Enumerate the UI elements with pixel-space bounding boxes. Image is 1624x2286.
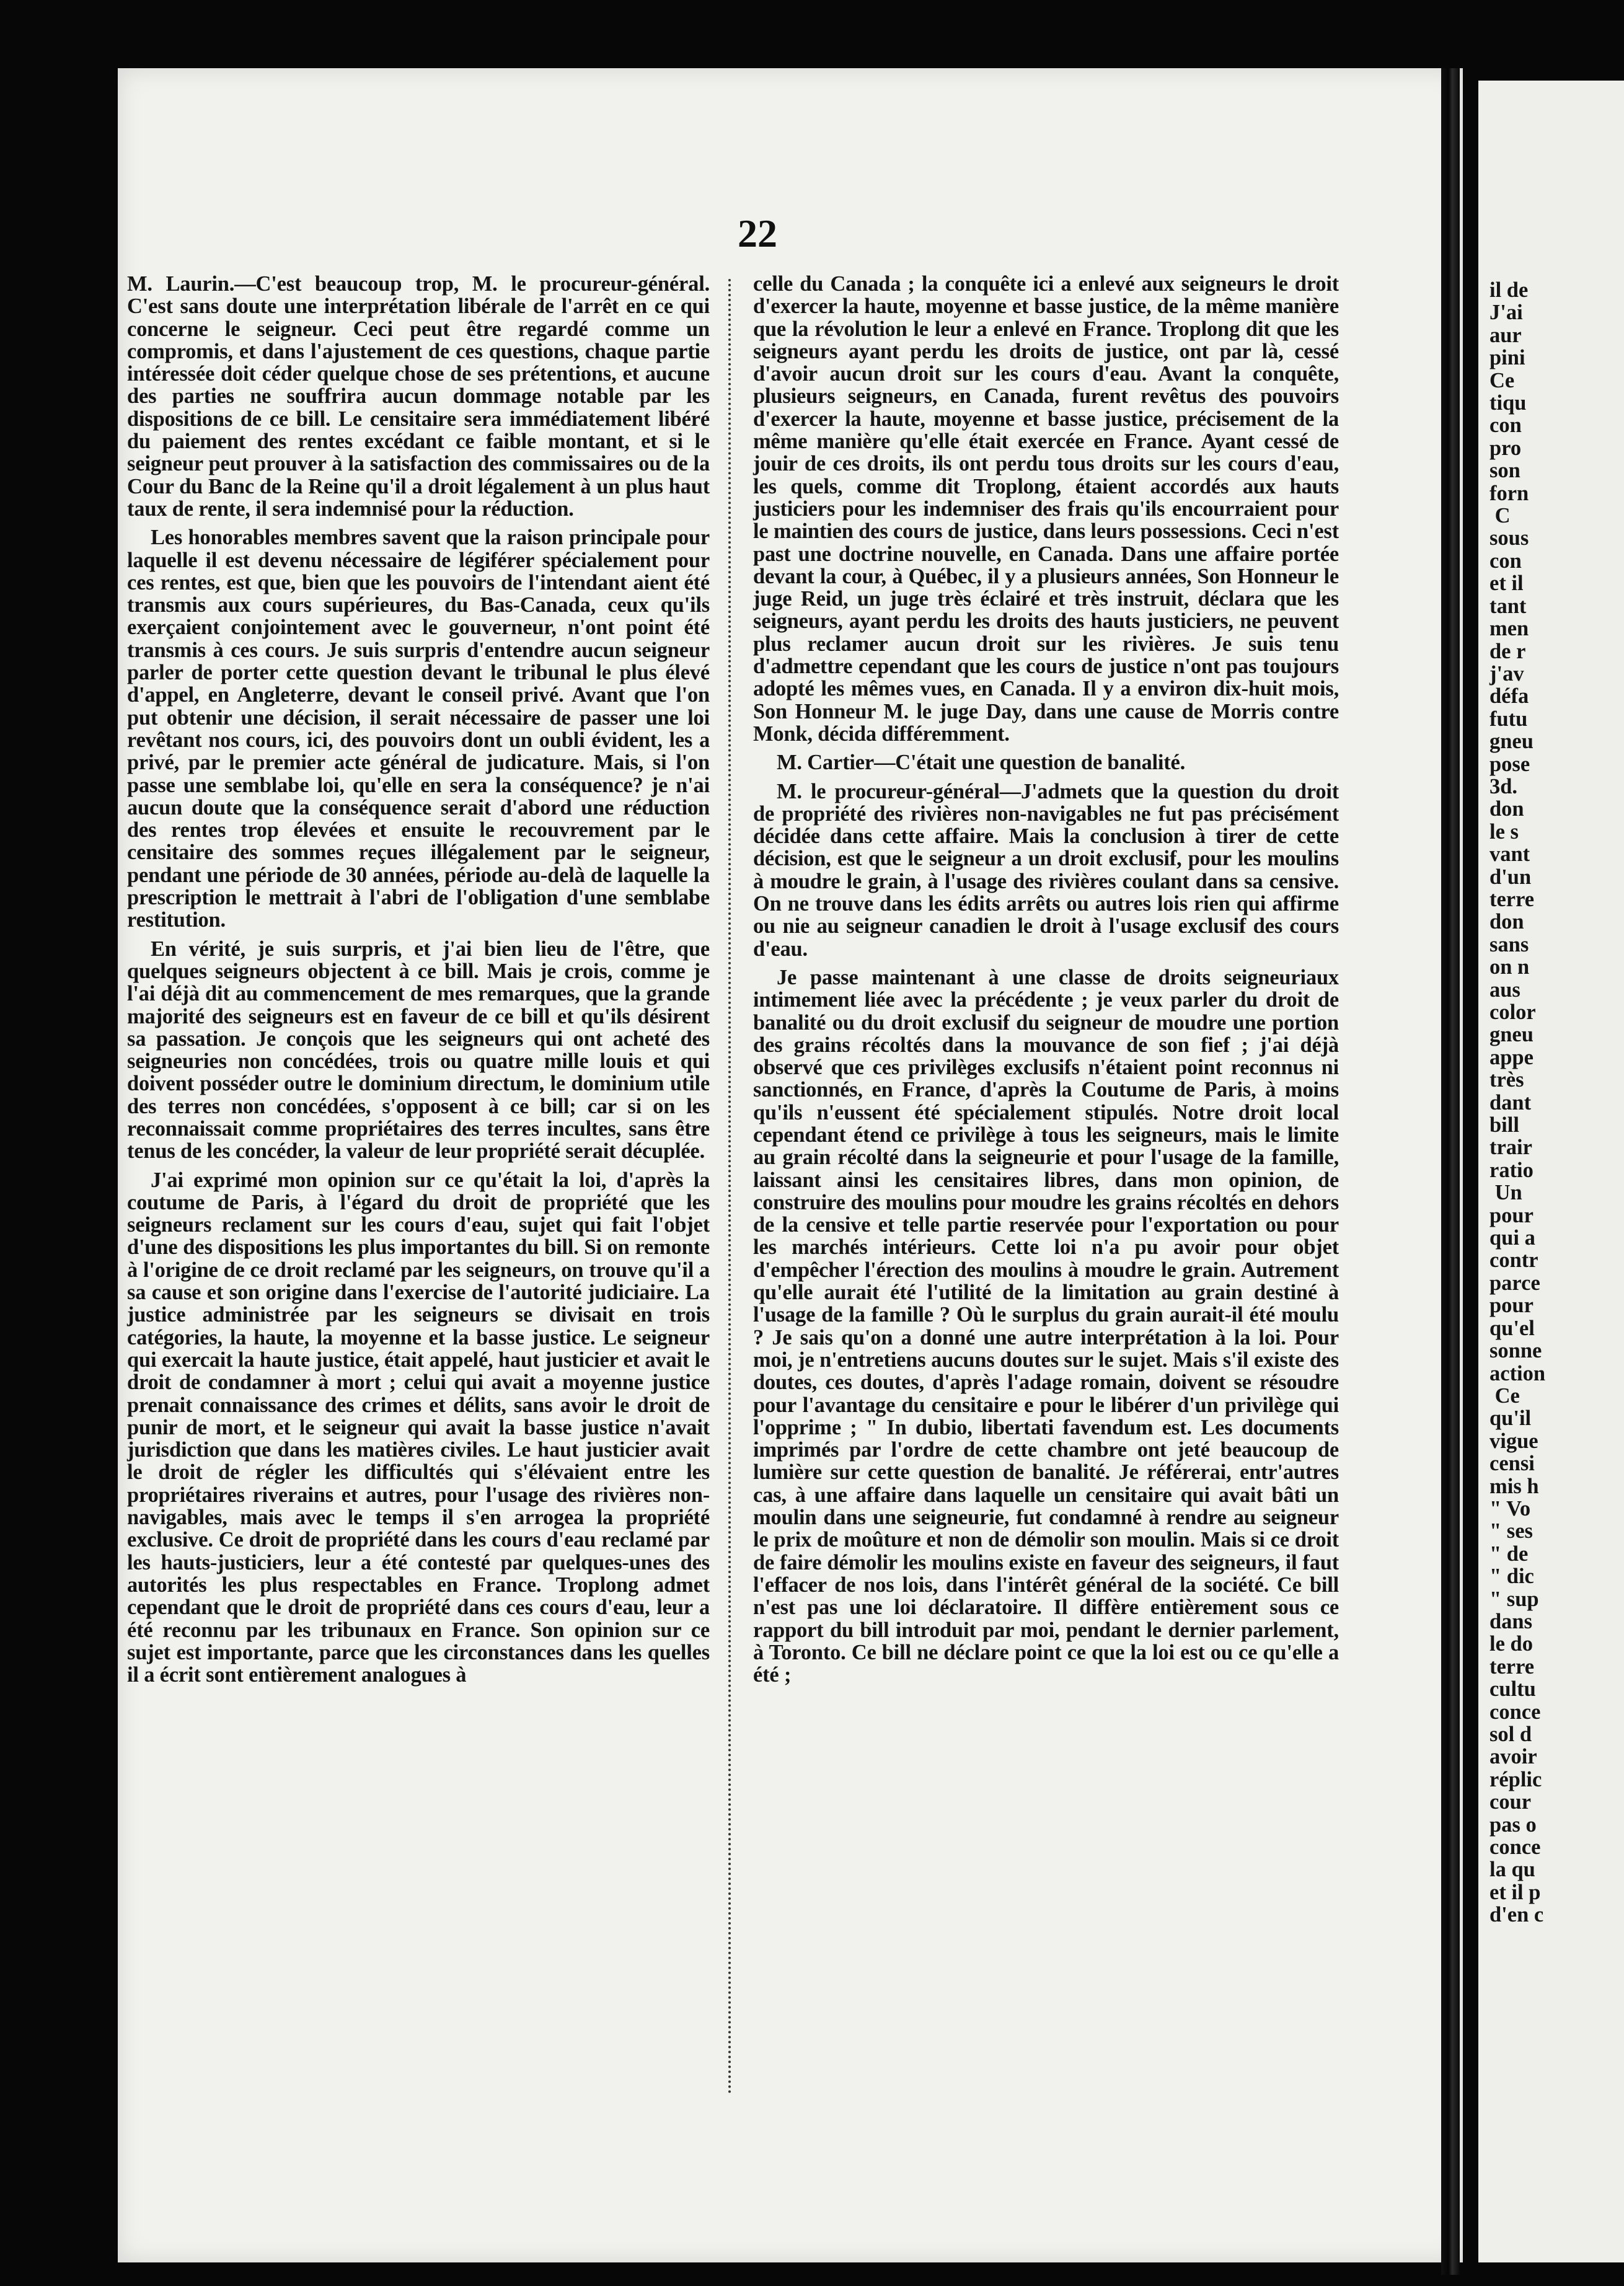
- paragraph: M. le procureur-général—J'admets que la question du droit de propriété des rivières non-navigables ne fut pas précisément décidée dans cette affaire. Mais la conclusion à tirer de cette décision, est que le seigneur a un droit exclusif, pour les moulins à moudre le grain, à l'usage des rivières coulant dans sa censive. On ne trouve dans les édits arrêts ou autres lois rien qui affirme ou nie au seigneur canadien le droit à l'usage exclusif des cours d'eau.: [753, 779, 1339, 961]
- paragraph: M. Laurin.—C'est beaucoup trop, M. le procureur-général. C'est sans doute une interprétation libérale de l'arrêt en ce qui concerne le seigneur. Ceci peut être regardé comme un compromis, et dans l'ajustement de ces questions, chaque partie intéressée doit céder quelque chose de ses prétentions, et aucune des parties ne souffrira aucun dommage notable par les dispositions de ce bill. Le censitaire sera immédiatement libéré du paiement des rentes excédant ce faible montant, et si le seigneur peut prouver à la satisfaction des commissaires ou de la Cour du Banc de la Reine qu'il a droit légalement à un plus haut taux de rente, il sera indemnisé pour la réduction.: [127, 272, 710, 521]
- right-column: [753, 273, 1339, 1692]
- book-binding: [1441, 68, 1460, 2275]
- paragraph: Je passe maintenant à une classe de droits seigneuriaux intimement liée avec la précédente ; je veux parler du droit de banalité ou du droit exclusif du seigneur de moudre une portion des grains récoltés dans la mouvance de son fief ; j'ai déjà observé que ces privilèges exclusifs n'étaient point reconnus ni sanctionnés, en France, d'après la Coutume de Paris, à moins qu'ils n'eussent été spécialement stipulés. Notre droit local cependant étend ce privilège à tous les seigneurs, mais le limite au grain récolté dans la seigneurie et pour l'usage de la famille, laissant ainsi les censitaires libres, dans mon opinion, de construire des moulins pour moudre les grains récoltés en dehors de la censive et telle partie reservée pour l'exportation ou pour les marchés intérieurs. Cette loi n'a pu avoir pour objet d'empêcher l'érection des moulins à moudre le grain. Autrement qu'elle aurait été l'utilité de la limitation au grain destiné à l'usage de la famille ? Où le surplus du grain aurait-il été moulu ? Je sais qu'on a donné une autre interprétation à la loi. Pour moi, je n'entretiens aucuns doutes sur le sujet. Mais s'il existe des doutes, ces doutes, d'après l'adage romain, doivent se résoudre pour l'avantage du censitaire e pour le libérer d'un privilège qui l'opprime ; " In dubio, libertati favendum est. Les documents imprimés par l'ordre de cette chambre ont jeté beaucoup de lumière sur cette question de banalité. Je référerai, entr'autres cas, à une affaire dans laquelle un censitaire qui avait bâti un moulin dans une seigneurie, fut condamné à rendre au seigneur le prix de moûture et non de démolir son moulin. Mais si ce droit de faire démolir les moulins existe en faveur des seigneurs, il faut l'effacer de nos lois, dans l'intérêt général de la société. Ce bill n'est pas une loi déclaratoire. Il diffère entièrement sous ce rapport du bill introduit par moi, pendant le dernier parlement, à Toronto. Ce bill ne déclare point ce que la loi est ou ce qu'elle a été ;: [753, 965, 1339, 1687]
- column-divider: [728, 279, 731, 2095]
- paragraph: M. Cartier—C'était une question de banalité.: [777, 751, 1186, 775]
- paragraph: Les honorables membres savent que la raison principale pour laquelle il est devenu nécessaire de légiférer spécialement pour ces rentes, est que, bien que les pouvoirs de l'intendant aient été transmis aux cours supérieures, du Bas-Canada, ceux qu'ils exerçaient conjointement avec le gouverneur, n'ont point été transmis à ces cours. Je suis surpris d'entendre aucun seigneur parler de porter cette question devant le tribunal le plus élevé d'appel, en Angleterre, devant le conseil privé. Avant que l'on put obtenir une décision, il serait nécessaire de passer une loi revêtant nos cours, ici, des pouvoirs dont un oubli évident, les a privé, par le premier acte général de judicature. Mais, si l'on passe une semblabe loi, qu'elle en sera la conséquence? je n'ai aucun doute que la conséquence serait d'abord une réduction des rentes trop élevées et ensuite le recouvrement par le censitaire des sommes reçues illégalement par le seigneur, pendant une période de 30 années, période au-delà de laquelle la prescription le mettrait à l'abri de l'obligation d'une semblabe restitution.: [127, 526, 710, 932]
- paragraph: celle du Canada ; la conquête ici a enlevé aux seigneurs le droit d'exercer la haute, moyenne et basse justice, de la même manière que la révolution le leur a enlevé en France. Troplong dit que les seigneurs ayant perdu les droits de justice, ont par là, cessé d'avoir aucun droit sur les cours d'eau. Avant la conquête, plusieurs seigneurs, en Canada, furent revêtus des pouvoirs d'exercer la haute, moyenne et basse justice, précisement de la même manière qu'elle était exercée en France. Ayant cessé de jouir de ces droits, ils ont perdu tous droits sur les cours d'eau, les quels, comme dit Troplong, étaient accordés aux hauts justiciers pour les indemniser des frais qu'ils encourraient pour le maintien des cours de justice, dans leurs possessions. Ceci n'est past une doctrine nouvelle, en Canada. Dans une affaire portée devant la cour, à Québec, il y a plusieurs années, Son Honneur le juge Reid, un juge très éclairé et très instruit, déclara que les seigneurs, ayant perdu les droits des hauts justiciers, ne peuvent plus reclamer aucun droit sur les rivières. Je suis tenu d'admettre cependant que les cours de justice n'ont pas toujours adopté les mêmes vues, en Canada. Il y a environ dix-huit mois, Son Honneur M. le juge Day, dans une cause de Morris contre Monk, décida différemment.: [753, 272, 1339, 746]
- document-page: [118, 68, 1463, 2262]
- paragraph: J'ai exprimé mon opinion sur ce qu'était la loi, d'après la coutume de Paris, à l'égard du droit de propriété que les seigneurs reclament sur les cours d'eau, sujet qui fait l'objet d'une des dispositions les plus importantes du bill. Si on remonte à l'origine de ce droit reclamé par les seigneurs, on trouve qu'il a sa cause et son origine dans l'exercise de l'autorité judiciaire. La justice administrée par les seigneurs se divisait en trois catégories, la haute, la moyenne et la basse justice. Le seigneur qui exercait la haute justice, était appelé, haut justicier et avait le droit de condamner à mort ; celui qui avait a moyenne justice prenait connaissance des crimes et délits, sans avoir le droit de punir de mort, et le seigneur qui avait la basse justice n'avait jurisdiction que dans les matières civiles. Le haut justicier avait le droit de régler les difficultés qui s'élévaient entre les propriétaires riverains et autres, pour l'usage des rivières non-navigables, mais avec le temps il s'en arrogea la propriété exclusive. Ce droit de propriété dans les cours d'eau reclamé par les hauts-justiciers, leur a été contesté par quelques-unes des autorités les plus respectables en France. Troplong admet cependant que le droit de propriété dans ces cours d'eau, leur a été reconnu par les tribunaux en France. Son opinion sur ce sujet est importante, parce que les circonstances dans les quelles il a écrit sont entièrement analogues à: [127, 1168, 710, 1687]
- left-column: [127, 273, 710, 1692]
- paragraph: En vérité, je suis surpris, et j'ai bien lieu de l'être, que quelques seigneurs objectent à ce bill. Mais je crois, comme je l'ai déjà dit au commencement de mes remarques, que la grande majorité des seigneurs est en faveur de ce bill et qu'ils désirent sa passation. Je conçois que les seigneurs qui ont acheté des seigneuries non concédées, trois ou quatre mille louis et qui doivent posséder outre le dominium directum, le dominium utile des terres non concédées, s'opposent à ce bill; car si on les reconnaissait comme propriétaires des terres incultes, sans être tenus de les concéder, la valeur de leur propriété serait décuplée.: [127, 937, 710, 1163]
- adjacent-page: [1478, 81, 1624, 2262]
- adjacent-page-text: il de J'ai aur pini Ce tiqu con pro son forn C sous con et il tant men de r j'av défa futu gneu pose 3d. don le s vant d'un terre don sans on n aus color gneu appe très dant bill trair ratio Un pour qui a contr parce pour qu'el sonne action Ce qu'il vigue censi mis h " Vo " ses " de " dic " sup dans le do terre cultu conce sol d avoir réplic cour pas o conce la qu et il p d'en c: [1489, 278, 1546, 1927]
- page-number: 22: [738, 211, 777, 255]
